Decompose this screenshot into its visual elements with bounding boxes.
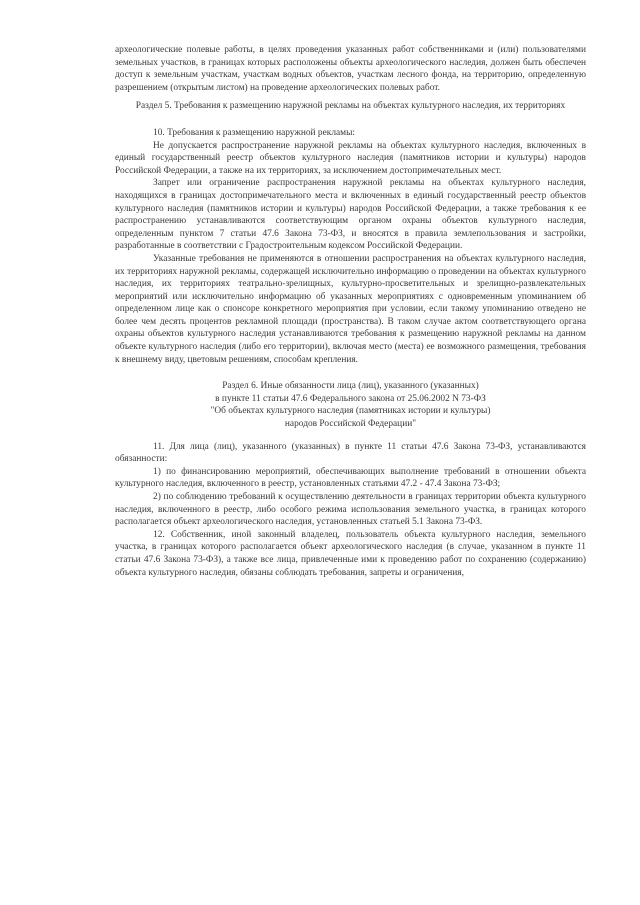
item-11-2: 2) по соблюдению требований к осуществлению деятельности в границах территории объекта культурного наследия, включенного в реестр, либо особого режима использования земельного участка, в границах которого располагается объект археологического наследия, установленных статьей 5.1 Закона 73-ФЗ. bbox=[115, 492, 586, 528]
item-12: 12. Собственник, иной законный владелец, пользователь объекта культурного наследия, земельного участка, в границах которого располагается объект археологического наследия (в случае, указанном в пункте 11 статьи 47.6 Закона 73-ФЗ), а также все лица, привлеченные ими к проведению работ по сохранению (содержанию) объекта культурного наследия, обязаны соблюдать требования, запреты и ограничения, bbox=[115, 529, 586, 578]
section-6-title-line: "Об объектах культурного наследия (памятниках истории и культуры) bbox=[210, 406, 491, 417]
section-6-title bbox=[115, 380, 586, 430]
paragraph-10c: Указанные требования не применяются в отношении распространения на объектах культурного наследия, их территориях наружной рекламы, содержащей исключительно информацию о проведении на объектах культурного наследия, их территориях театрально-зрелищных, культурно-просветительных и зрелищно-развлекательных мероприятий или исключительно информацию об указанных мероприятиях с одновременным упоминанием об определенном лице как о спонсоре конкретного мероприятия при условии, если такому упоминанию отведено не более чем десять процентов рекламной площади (пространства). В таком случае актом соответствующего органа охраны объектов культурного наследия устанавливаются требования к размещению наружной рекламы на данном объекте культурного наследия (либо его территории), включая место (места) ее возможного размещения, требования к внешнему виду, цветовым решениям, способам крепления. bbox=[115, 253, 586, 365]
item-10-heading: 10. Требования к размещению наружной рекламы: bbox=[153, 127, 355, 138]
section-6-title-line: Раздел 6. Иные обязанности лица (лиц), указанного (указанных) bbox=[222, 381, 479, 392]
section-6-title-line: народов Российской Федерации" bbox=[284, 419, 417, 430]
section-5-title: Раздел 5. Требования к размещению наружной рекламы на объектах культурного наследия, их территориях bbox=[135, 101, 566, 112]
section-6-title-line: в пункте 11 статьи 47.6 Федерального закона от 25.06.2002 N 73-ФЗ bbox=[215, 393, 486, 404]
paragraph-10a: Не допускается распространение наружной рекламы на объектах культурного наследия, включенных в единый государственный реестр объектов культурного наследия (памятников истории и культуры) народов Российской Федерации, а также на их территориях, за исключением достопримечательных мест. bbox=[115, 140, 586, 176]
item-11: 11. Для лица (лиц), указанного (указанных) в пункте 11 статьи 47.6 Закона 73-ФЗ, устанавливаются обязанности: bbox=[115, 441, 586, 465]
paragraph-top: археологические полевые работы, в целях проведения указанных работ собственниками и (или) пользователями земельных участков, в границах которых расположены объекты археологического наследия, должен быть обеспечен доступ к земельным участкам, участкам водных объектов, участкам лесного фонда, на территорию, определенную разрешением (открытым листом) на проведение археологических полевых работ. bbox=[115, 45, 586, 93]
paragraph-10b: Запрет или ограничение распространения наружной рекламы на объектах культурного наследия, находящихся в границах достопримечательного места и включенных в единый государственный реестр объектов культурного наследия (памятников истории и культуры) народов Российской Федерации, а также требования к ее распространению устанавливаются соответствующим органом охраны объектов культурного наследия, определенным пунктом 7 статьи 47.6 Закона 73-ФЗ, и вносятся в правила землепользования и застройки, разработанные в соответствии с Градостроительным кодексом Российской Федерации. bbox=[115, 178, 586, 252]
item-11-1: 1) по финансированию мероприятий, обеспечивающих выполнение требований в отношении объекта культурного наследия, включенного в реестр, установленных статьями 47.2 - 47.4 Закона 73-ФЗ; bbox=[115, 466, 586, 490]
